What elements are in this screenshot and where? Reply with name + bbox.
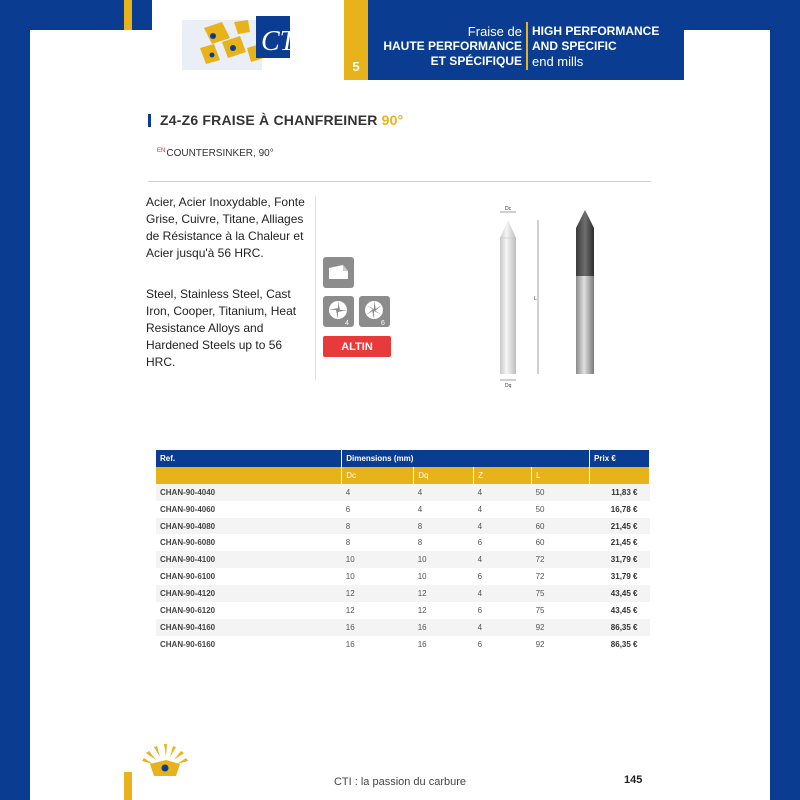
subheader-empty-price [590, 467, 650, 484]
cell-z: 6 [477, 605, 483, 615]
header-en-line1: HIGH PERFORMANCE [532, 24, 660, 38]
cell-z: 4 [474, 484, 532, 501]
logo-inserts-icon [152, 0, 344, 80]
footer-slogan: CTI : la passion du carbure [333, 776, 467, 788]
table-subheader-row [156, 467, 650, 484]
cell-ref: CHAN-90-6080 [160, 538, 216, 548]
table-row [156, 518, 650, 535]
cell-price: 21,45 € [610, 538, 638, 548]
cell-price: 31,79 € [610, 572, 638, 582]
table-header-row [156, 450, 650, 467]
cell-price: 11,83 € [590, 484, 650, 501]
cell-z: 4 [474, 518, 532, 535]
page-number: 145 [624, 774, 643, 786]
cell-z: 6 [477, 639, 483, 649]
cell-dq: 16 [414, 619, 474, 636]
table-row [156, 484, 650, 501]
cell-price: 86,35 € [610, 639, 638, 649]
cell-l: 72 [532, 551, 590, 568]
header-fr-line1: Fraise de [467, 24, 522, 39]
header-en-line2: AND SPECIFIC [532, 39, 617, 53]
cell-dq: 16 [417, 639, 427, 649]
table-row [156, 602, 650, 619]
cell-l: 60 [535, 538, 545, 548]
page-background [30, 30, 770, 800]
table-row [156, 619, 650, 636]
cell-dc: 8 [345, 538, 351, 548]
tool-drawing [480, 200, 630, 395]
cell-dc: 12 [345, 605, 355, 615]
cell-ref: CHAN-90-4120 [156, 585, 342, 602]
vertical-separator [315, 196, 316, 380]
footer-sun-logo-icon [140, 742, 190, 782]
title-marker [148, 114, 151, 127]
cell-l: 75 [535, 605, 545, 615]
chamfer-profile-icon [323, 257, 354, 288]
drawing-label-l: L [534, 296, 537, 302]
flutes-6-label: 6 [381, 320, 385, 327]
cell-z: 4 [474, 619, 532, 636]
cell-l: 50 [535, 504, 545, 514]
pricing-table [156, 450, 650, 653]
cell-dq: 12 [417, 605, 427, 615]
header-title-fr [372, 24, 522, 69]
cell-dc: 4 [342, 484, 414, 501]
cell-dc: 8 [342, 518, 414, 535]
cell-price: 86,35 € [590, 619, 650, 636]
cell-l: 92 [535, 639, 545, 649]
cell-l: 75 [532, 585, 590, 602]
cell-l: 92 [532, 619, 590, 636]
cell-dq: 10 [417, 572, 427, 582]
flutes-6-icon [359, 296, 390, 327]
table-row [156, 636, 650, 653]
product-title-accent: 90° [381, 112, 404, 128]
product-title [160, 112, 403, 128]
cell-z: 4 [474, 551, 532, 568]
cell-dc: 10 [342, 551, 414, 568]
cell-ref: CHAN-90-6160 [160, 639, 216, 649]
cell-dc: 12 [342, 585, 414, 602]
drawing-label-dc: Dc [505, 206, 512, 212]
product-title-main: Z4-Z6 FRAISE À CHANFREINER [160, 112, 378, 128]
header-en-line3: end mills [532, 54, 584, 69]
coating-badge: ALTIN [323, 336, 391, 357]
cell-price: 43,45 € [590, 585, 650, 602]
technical-drawing [500, 206, 538, 389]
cell-dq: 4 [417, 504, 423, 514]
header-fr-line3: ET SPÉCIFIQUE [430, 54, 522, 68]
cell-dq: 10 [414, 551, 474, 568]
cell-ref: CHAN-90-4040 [156, 484, 342, 501]
cell-price: 16,78 € [610, 504, 638, 514]
subheader-l: L [532, 467, 590, 484]
cell-ref: CHAN-90-6120 [160, 605, 216, 615]
cell-z: 6 [477, 572, 483, 582]
col-dimensions: Dimensions (mm) [342, 450, 590, 467]
subheader-empty [156, 467, 342, 484]
flutes-4-icon [323, 296, 354, 327]
header-title-en [532, 24, 659, 69]
section-number: 5 [344, 0, 368, 80]
table-row [156, 568, 650, 585]
cell-dq: 8 [414, 518, 474, 535]
subheader-dc: Dc [342, 467, 414, 484]
cell-l: 72 [535, 572, 545, 582]
cell-dc: 16 [345, 639, 355, 649]
cell-l: 60 [532, 518, 590, 535]
section-rule [148, 181, 651, 182]
subheader-dq: Dq [414, 467, 474, 484]
cell-ref: CHAN-90-4160 [156, 619, 342, 636]
cell-ref: CHAN-90-6100 [160, 572, 216, 582]
col-ref: Ref. [156, 450, 342, 467]
description-fr: Acier, Acier Inoxydable, Fonte Grise, Cuivre, Titane, Alliages de Résistance à la Chaleur et Acier jusqu'à 56 HRC. [146, 195, 305, 260]
cell-l: 50 [532, 484, 590, 501]
language-tag-en: EN [157, 148, 166, 154]
cell-dq: 8 [417, 538, 423, 548]
table-row [156, 534, 650, 551]
header-divider [526, 22, 528, 70]
cell-price: 21,45 € [590, 518, 650, 535]
description-en: Steel, Stainless Steel, Cast Iron, Cooper, Titanium, Heat Resistance Alloys and Hardened Steels up to 56 HRC. [146, 287, 297, 369]
cell-dc: 16 [342, 619, 414, 636]
cell-z: 4 [474, 585, 532, 602]
cell-dc: 10 [345, 572, 355, 582]
logo-text: CTi [261, 26, 302, 57]
cell-ref: CHAN-90-4100 [156, 551, 342, 568]
product-title-row [148, 112, 403, 128]
subheader-z: Z [474, 467, 532, 484]
col-price: Prix € [590, 450, 650, 467]
yellow-accent-bar-top [124, 0, 132, 30]
tool-photo [576, 210, 594, 374]
drawing-label-dq: Dq [505, 383, 512, 389]
cell-z: 4 [477, 504, 483, 514]
cell-dc: 6 [345, 504, 351, 514]
cell-price: 43,45 € [610, 605, 638, 615]
cell-dq: 12 [414, 585, 474, 602]
cell-z: 6 [477, 538, 483, 548]
yellow-accent-bar-bottom [124, 772, 132, 800]
product-subtitle [157, 148, 274, 159]
brand-logo [152, 0, 344, 80]
cell-price: 31,79 € [590, 551, 650, 568]
table-row [156, 551, 650, 568]
header-fr-line2: HAUTE PERFORMANCE [383, 39, 522, 53]
table-row [156, 501, 650, 518]
cell-ref: CHAN-90-4080 [156, 518, 342, 535]
table-row [156, 585, 650, 602]
cell-ref: CHAN-90-4060 [160, 504, 216, 514]
cell-dq: 4 [414, 484, 474, 501]
product-subtitle-text: COUNTERSINKER, 90° [166, 148, 274, 159]
flutes-4-label: 4 [345, 320, 349, 327]
